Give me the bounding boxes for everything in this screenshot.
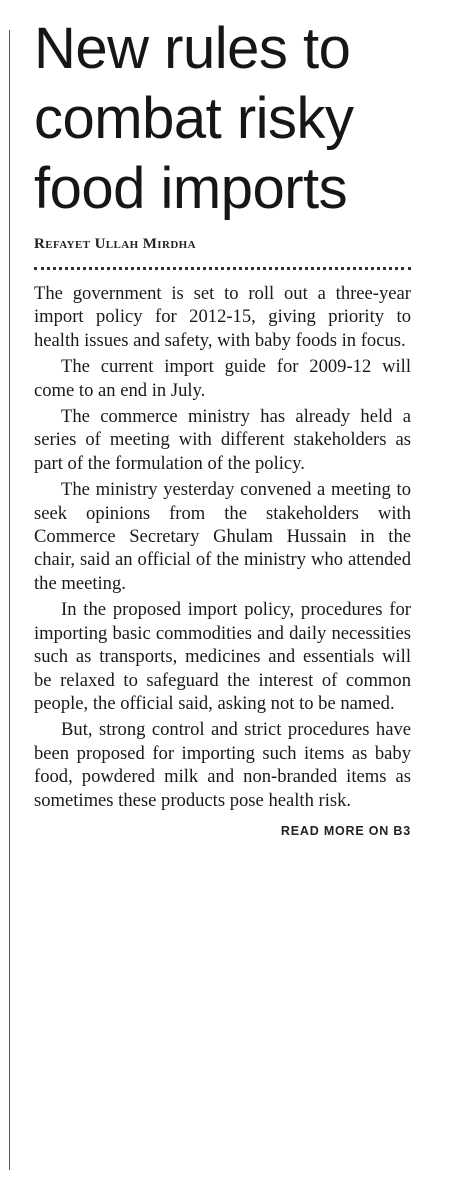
headline: New rules to combat risky food imports [34, 16, 354, 221]
paragraph: The government is set to roll out a three-year import policy for 2012-15, giving priority to health issues and safety, with baby foods in focus. [34, 283, 411, 351]
column-rule [9, 30, 10, 1170]
paragraph: The ministry yesterday convened a meeting to seek opinions from the stakeholders with Commerce Secretary Ghulam Hussain in the chair, said an official of the ministry who attended the meeting. [34, 479, 411, 594]
dotted-divider [34, 267, 411, 270]
paragraph: The current import guide for 2009-12 will come to an end in July. [34, 356, 411, 401]
paragraph: In the proposed import policy, procedures for importing basic commodities and daily necessities such as transports, medicines and essentials will be relaxed to safeguard the interest of common people, the official said, asking not to be named. [34, 599, 411, 714]
byline: Refayet Ullah Mirdha [34, 236, 196, 252]
paragraph: But, strong control and strict procedures have been proposed for importing such items as baby food, powdered milk and non-branded items as sometimes these products pose health risk. [34, 719, 411, 811]
read-more-link[interactable]: READ MORE ON B3 [280, 823, 411, 838]
paragraph: The commerce ministry has already held a series of meeting with different stakeholders as part of the formulation of the policy. [34, 406, 411, 474]
article-body [34, 282, 411, 812]
news-article [34, 14, 411, 838]
